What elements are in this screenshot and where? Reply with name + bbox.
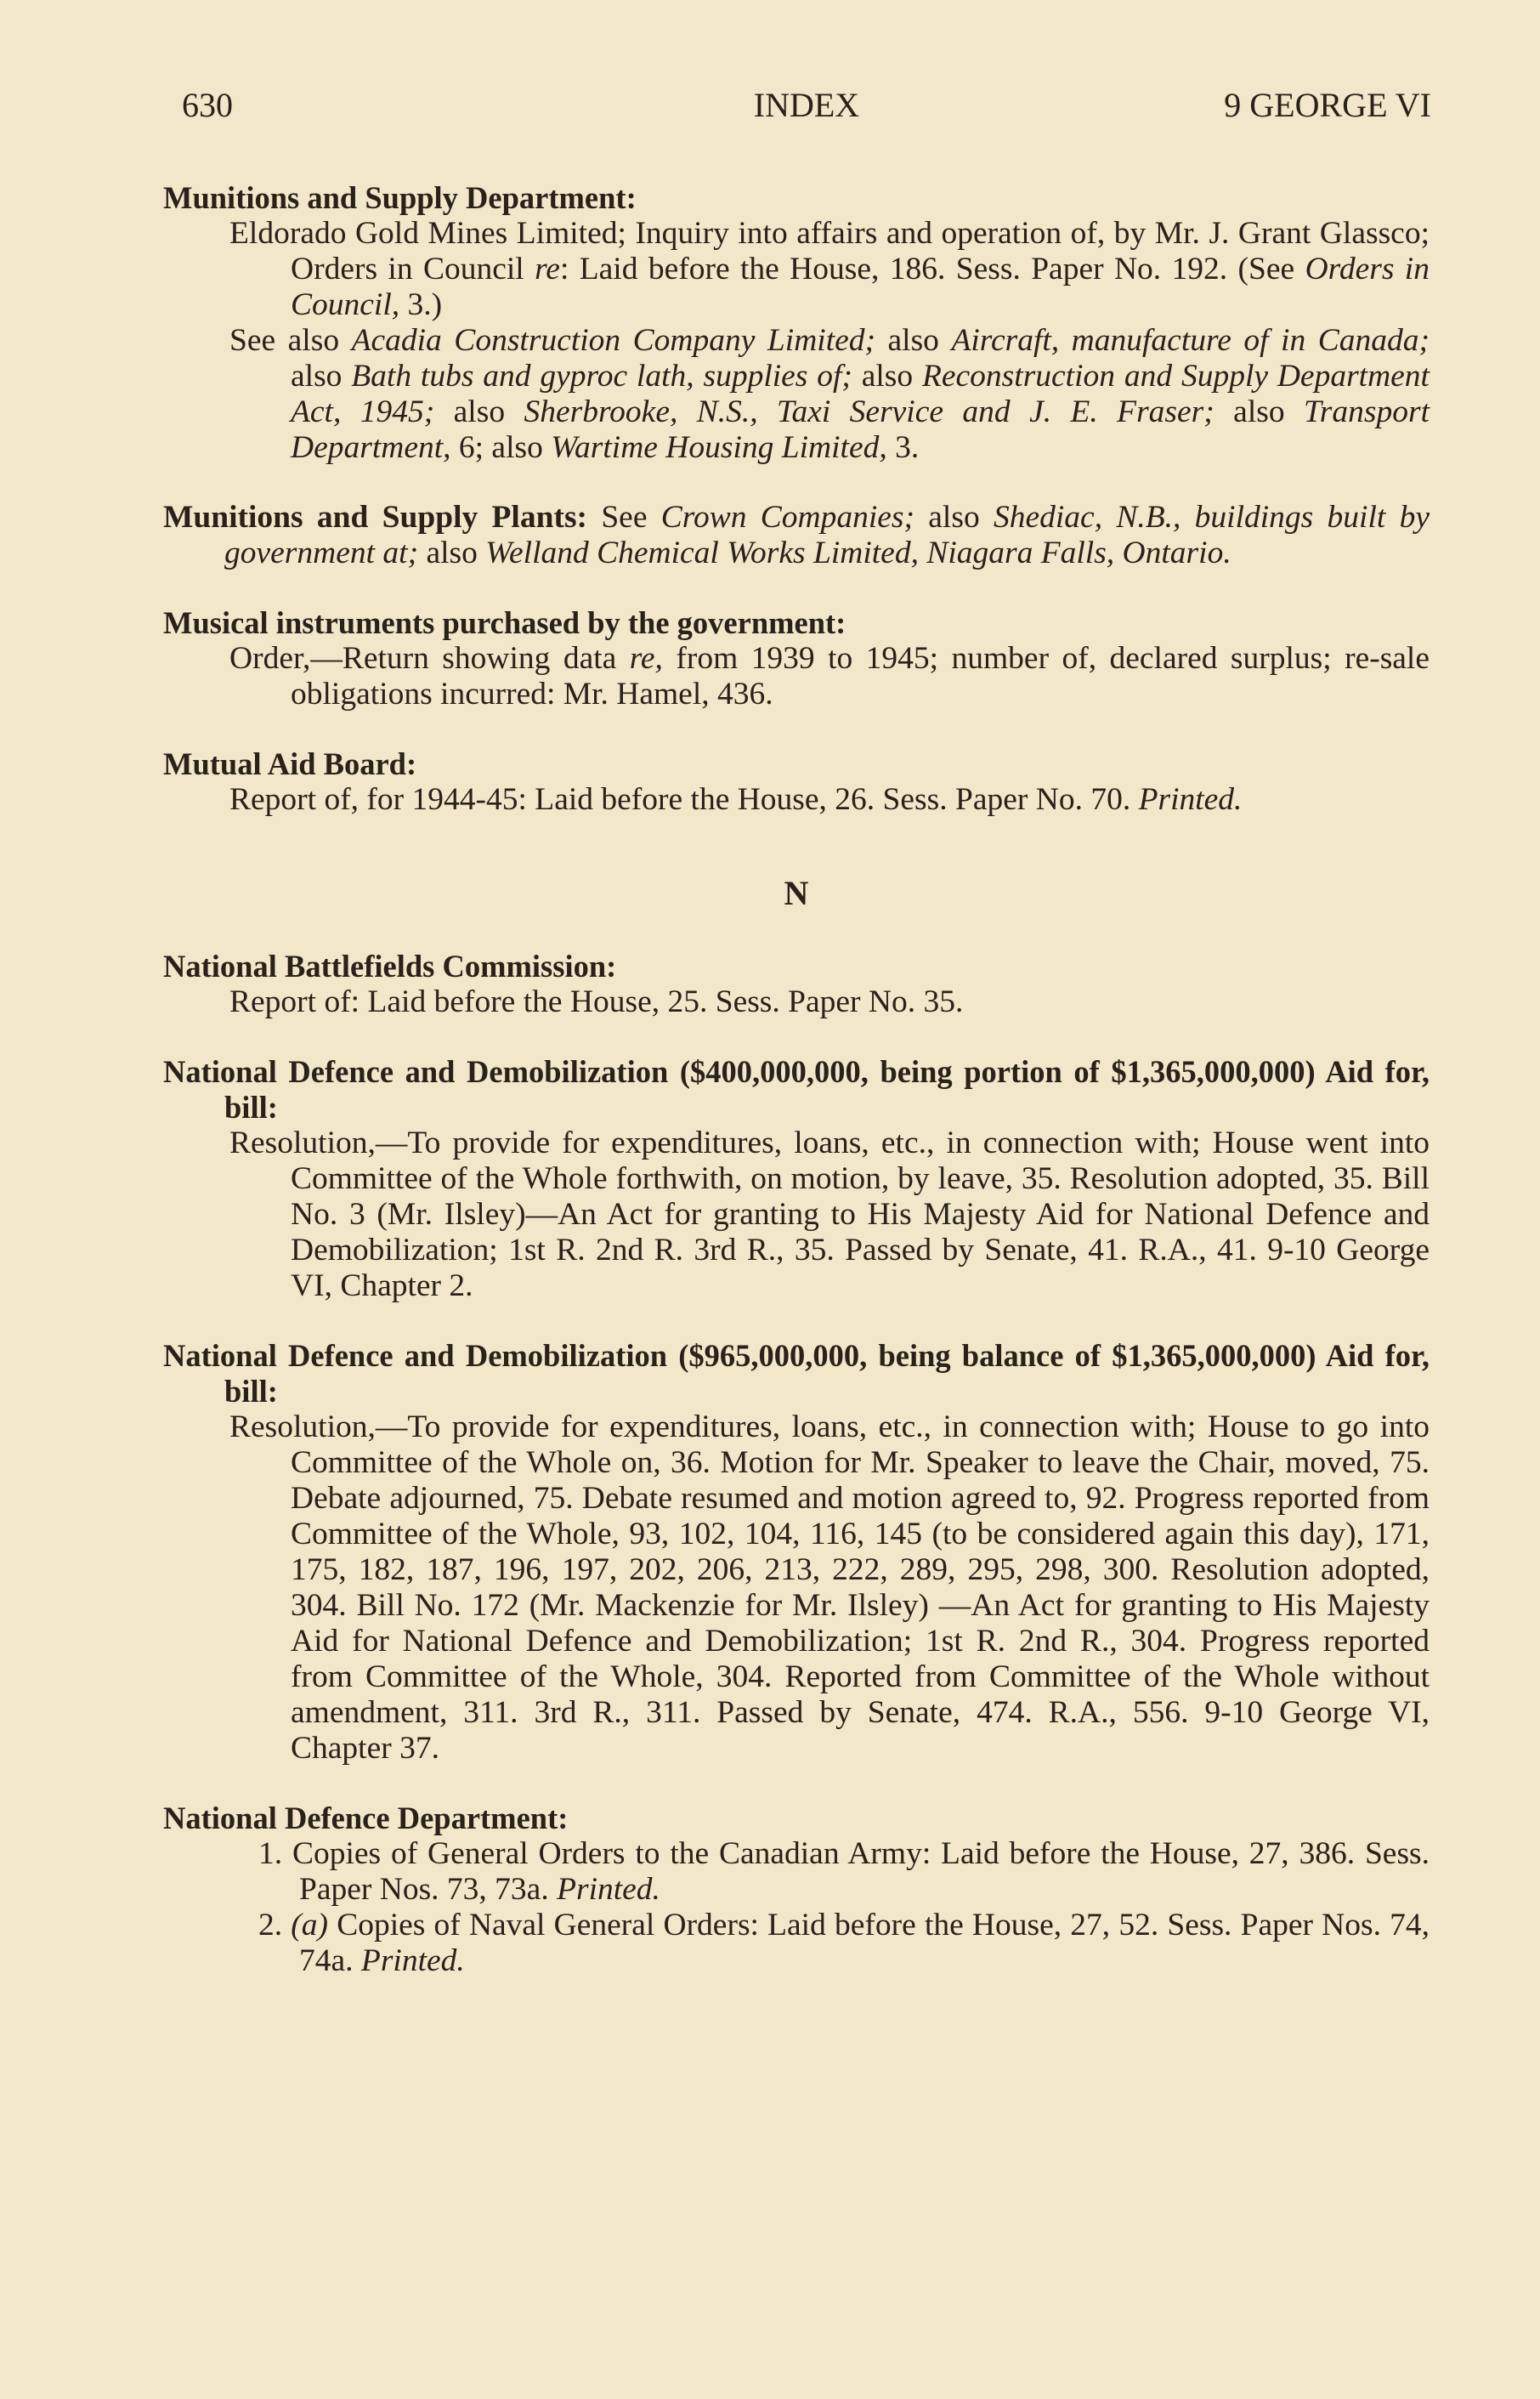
cross-reference: Crown Companies; — [660, 500, 914, 535]
entry-heading: Mutual Aid Board: — [163, 746, 417, 781]
index-content — [163, 180, 1430, 2013]
sub-text: : Laid before the House, 186. Sess. Paper No. 192. (See — [559, 252, 1305, 286]
sub-text: also — [914, 500, 994, 535]
item-number: 2. — [258, 1908, 283, 1942]
sub-text: 6; also — [450, 430, 552, 465]
entry-national-defence-department — [163, 1801, 1430, 1979]
entry-mutual-aid-board — [163, 746, 1430, 818]
sub-text: Order,—Return showing data — [229, 641, 630, 676]
sub-text: Report of, for 1944-45: Laid before the House, 26. Sess. Paper No. 70. — [229, 782, 1139, 817]
sub-text: See also — [229, 323, 352, 358]
sub-text: also — [291, 359, 352, 394]
sub-italic: re — [535, 252, 560, 286]
sub-entry-see-also — [229, 323, 1430, 466]
entry-musical-instruments — [163, 605, 1430, 712]
cross-reference: Shediac, N.B., buildings built by government at; — [224, 500, 1430, 570]
sub-text: also — [1214, 394, 1304, 429]
entry-munitions-supply-department — [163, 180, 1430, 466]
sub-italic: Printed. — [557, 1872, 660, 1907]
item-number: 1. — [258, 1836, 283, 1871]
sub-text: also — [434, 394, 524, 429]
entry-heading: National Defence and Demobilization ($400,000,000, being portion of $1,365,000,000) Aid for, bill: — [163, 1054, 1430, 1125]
sub-text: from 1939 to 1945; number of, declared surplus; re-sale obligations incurred: Mr. Hamel, 436. — [291, 641, 1430, 712]
numbered-item — [258, 1908, 1430, 1979]
page-number: 630 — [182, 86, 233, 124]
session-label: 9 GEORGE VI — [1224, 86, 1431, 124]
sub-italic: Orders in Council, — [291, 252, 1430, 322]
page-title: INDEX — [753, 86, 860, 124]
sub-text: also — [852, 359, 922, 394]
section-letter: N — [784, 874, 809, 912]
sub-entry — [229, 216, 1430, 323]
cross-reference: Reconstruction and Supply Department Act, 1945; — [291, 359, 1430, 429]
sub-text: also — [418, 536, 486, 570]
sub-text: 3.) — [399, 287, 443, 322]
sub-entry — [229, 641, 1430, 712]
entry-heading: National Defence and Demobilization ($965,000,000, being balance of $1,365,000,000) Aid for, bill: — [163, 1338, 1430, 1409]
sub-entry: Report of: Laid before the House, 25. Sess. Paper No. 35. — [229, 984, 964, 1019]
entry-heading: Munitions and Supply Department: — [163, 180, 637, 215]
cross-reference: Bath tubs and gyproc lath, supplies of; — [351, 359, 852, 394]
entry-heading: National Defence Department: — [163, 1801, 569, 1835]
sub-text: Copies of General Orders to the Canadian Army: Laid before the House, 27, 386. Sess. Paper Nos. 73, 73a. — [292, 1836, 1430, 1907]
inline-entry — [163, 500, 1430, 571]
cross-reference: Aircraft, manufacture of in Canada; — [951, 323, 1430, 358]
entry-heading: Musical instruments purchased by the government: — [163, 605, 846, 640]
cross-reference: Acadia Construction Company Limited; — [351, 323, 875, 358]
sub-text: 3. — [886, 430, 920, 465]
sub-text: See — [587, 500, 661, 535]
sub-italic: (a) — [291, 1908, 329, 1942]
cross-reference: Welland Chemical Works Limited, Niagara Falls, Ontario. — [485, 536, 1231, 570]
sub-italic: re, — [629, 641, 663, 676]
numbered-item — [258, 1836, 1430, 1908]
entry-heading: National Battlefields Commission: — [163, 949, 617, 984]
entry-national-battlefields — [163, 949, 1430, 1020]
sub-entry — [229, 782, 1430, 818]
entry-heading: Munitions and Supply Plants: — [163, 500, 588, 535]
sub-entry: Resolution,—To provide for expenditures, loans, etc., in connection with; House to go into Committee of the Whole on, 36. Motion for Mr. Speaker to leave the Chair, moved, 75. Debate adjourned, 75. Debate resumed and motion agreed to, 92. Progress reported from Committee of the Whole, 93, 102, 104, 116, 145 (to be considered again this day), 171, 175, 182, 187, 196, 197, 202, 206, 213, 222, 289, 295, 298, 300. Resolution adopted, 304. Bill No. 172 (Mr. Mackenzie for Mr. Ilsley) —An Act for granting to His Majesty Aid for National Defence and Demobilization; 1st R. 2nd R., 304. Progress reported from Committee of the Whole, 304. Reported from Committee of the Whole without amendment, 311. 3rd R., 311. Passed by Senate, 474. R.A., 556. 9-10 George VI, Chapter 37. — [229, 1409, 1430, 1766]
cross-reference: Sherbrooke, N.S., Taxi Service and J. E. Fraser; — [524, 394, 1214, 429]
sub-italic: Printed. — [360, 1943, 465, 1978]
cross-reference: Wartime Housing Limited, — [551, 430, 887, 465]
entry-defence-demobilization-400 — [163, 1054, 1430, 1304]
cross-reference: Transport Department, — [291, 394, 1430, 465]
entry-defence-demobilization-965 — [163, 1338, 1430, 1767]
sub-entry: Resolution,—To provide for expenditures, loans, etc., in connection with; House went into Committee of the Whole forthwith, on motion, by leave, 35. Resolution adopted, 35. Bill No. 3 (Mr. Ilsley)—An Act for granting to His Majesty Aid for National Defence and Demobilization; 1st R. 2nd R. 3rd R., 35. Passed by Senate, 41. R.A., 41. 9-10 George VI, Chapter 2. — [229, 1126, 1430, 1303]
sub-italic: Printed. — [1138, 782, 1243, 817]
sub-text: Eldorado Gold Mines Limited; Inquiry into affairs and operation of, by Mr. J. Grant Glassco; Orders in Council — [229, 216, 1430, 286]
page-header — [182, 83, 1431, 134]
sub-text: also — [875, 323, 952, 358]
sub-text: Copies of Naval General Orders: Laid before the House, 27, 52. Sess. Paper Nos. 74, 74a. — [299, 1908, 1430, 1978]
entry-munitions-supply-plants — [163, 500, 1430, 571]
